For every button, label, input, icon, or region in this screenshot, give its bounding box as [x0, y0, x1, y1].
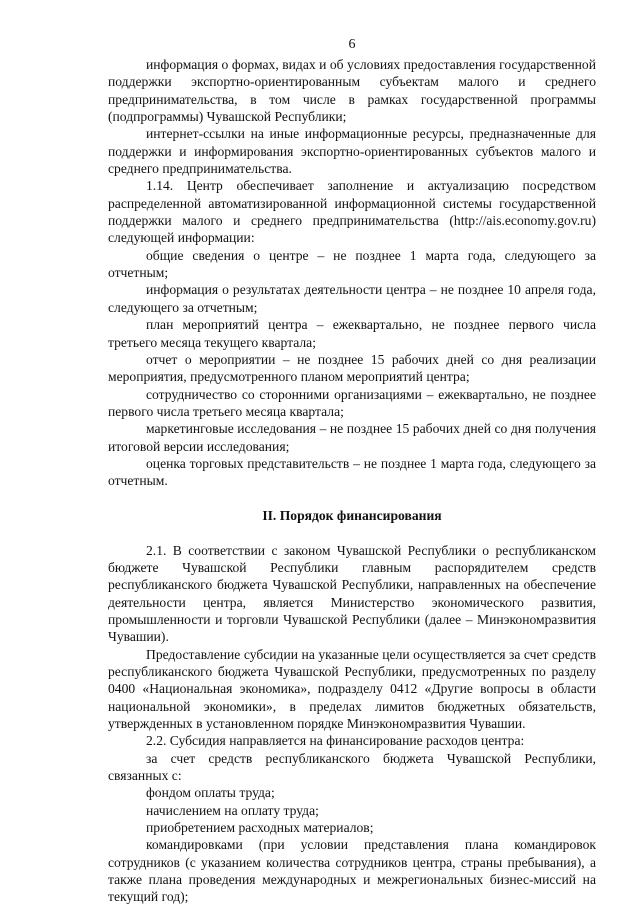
section-2-body	[108, 542, 596, 906]
paragraph: маркетинговые исследования – не позднее 15 рабочих дней со дня получения итоговой версии исследования;	[108, 421, 596, 454]
paragraph: информация о формах, видах и об условиях предоставления государственной поддержки экспортно-ориентированным субъектам малого и среднего предпринимательства, в том числе в рамках государственной программы (подпрограммы) Чувашской Республики;	[108, 57, 596, 125]
section-1-body	[108, 56, 596, 490]
paragraph: 2.2. Субсидия направляется на финансирование расходов центра:	[146, 733, 525, 749]
paragraph: план мероприятий центра – ежеквартально, не позднее первого числа третьего месяца текущего квартала;	[108, 317, 596, 350]
paragraph: интернет-ссылки на иные информационные ресурсы, предназначенные для поддержки и информирования экспортно-ориентированных субъектов малого и среднего предпринимательства.	[108, 126, 596, 177]
paragraph: начислением на оплату труда;	[146, 802, 319, 818]
paragraph: 1.14. Центр обеспечивает заполнение и актуализацию посредством распределенной автоматизированной информационной системы государственной поддержки малого и среднего предпринимательства (http://ais.economy.gov.ru) следующей информации:	[108, 178, 596, 246]
paragraph: фондом оплаты труда;	[146, 785, 275, 801]
paragraph: Предоставление субсидии на указанные цели осуществляется за счет средств республиканского бюджета Чувашской Республики, предусмотренных по разделу 0400 «Национальная экономика», подразделу 0412 «Другие вопросы в области национальной экономики», в пределах лимитов бюджетных обязательств, утвержденных в установленном порядке Минэкономразвития Чувашии.	[108, 646, 596, 732]
paragraph: оценка торговых представительств – не позднее 1 марта года, следующего за отчетным.	[108, 455, 596, 489]
document-page	[108, 36, 596, 906]
paragraph: сотрудничество со сторонними организациями – ежеквартально, не позднее первого числа третьего месяца квартала;	[108, 386, 596, 419]
page-number: 6	[348, 37, 356, 52]
section-heading: II. Порядок финансирования	[262, 507, 442, 523]
paragraph: приобретением расходных материалов;	[146, 820, 374, 836]
paragraph: общие сведения о центре – не позднее 1 марта года, следующего за отчетным;	[108, 247, 596, 281]
paragraph: командировками (при условии представления плана командировок сотрудников (с указанием количества сотрудников центра, страны пребывания), а также плана проведения международных и межрегиональных бизнес-миссий на текущий год);	[108, 837, 596, 905]
paragraph: за счет средств республиканского бюджета Чувашской Республики, связанных с:	[108, 750, 596, 784]
paragraph: отчет о мероприятии – не позднее 15 рабочих дней со дня реализации мероприятия, предусмотренного планом мероприятий центра;	[108, 351, 596, 385]
paragraph: информация о результатах деятельности центра – не позднее 10 апреля года, следующего за отчетным;	[108, 282, 596, 315]
paragraph: 2.1. В соответствии с законом Чувашской Республики о республиканском бюджете Чувашской Республики главным распорядителем средств республиканского бюджета Чувашской Республики, направленных на обеспечение деятельности центра, является Министерство экономического развития, промышленности и торговли Чувашской Республики (далее – Минэкономразвития Чувашии).	[108, 542, 596, 645]
